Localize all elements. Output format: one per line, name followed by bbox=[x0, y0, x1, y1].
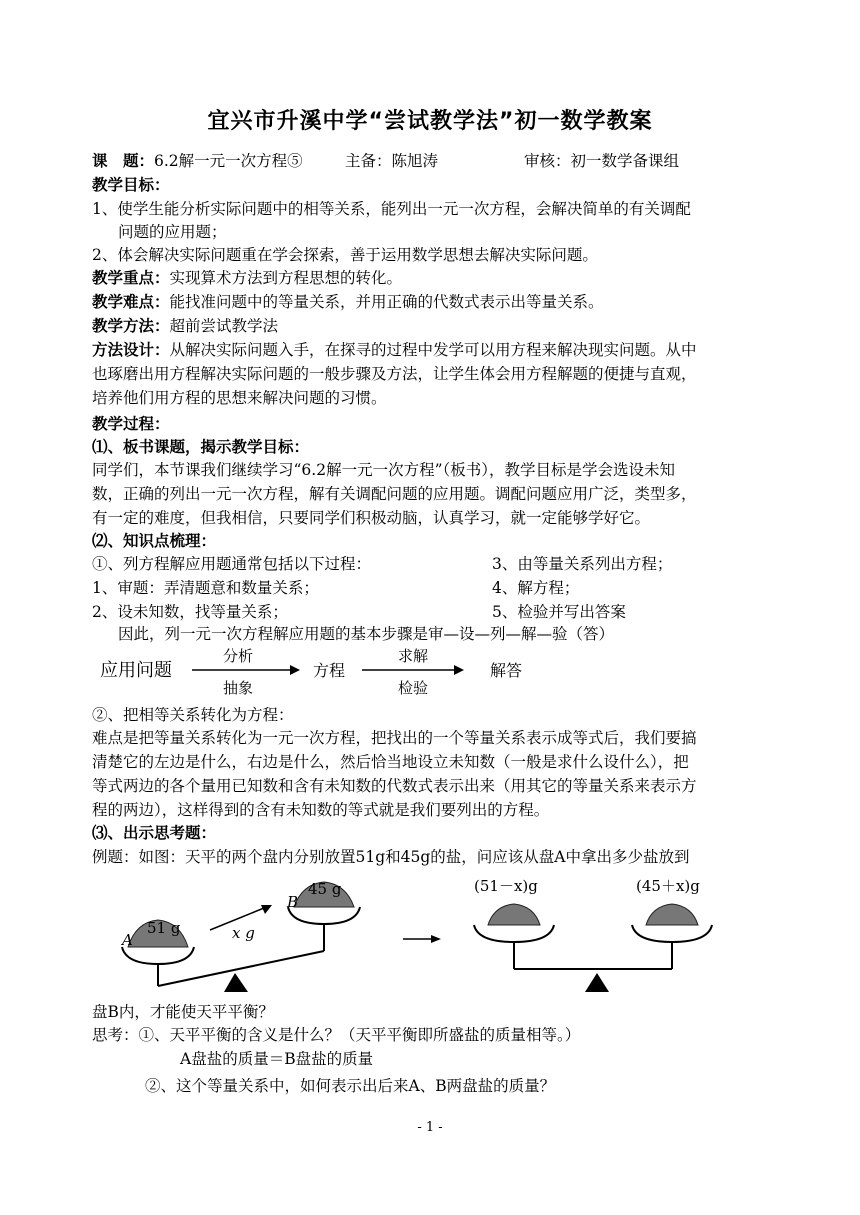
left-fulcrum bbox=[224, 973, 248, 992]
step-4: 4、解方程； bbox=[492, 579, 580, 597]
think-1-answer: A盘盐的质量＝B盘盐的质量 bbox=[180, 1050, 374, 1068]
flow-arrow-2-head bbox=[454, 665, 464, 675]
topic: 6.2解一元一次方程⑤ bbox=[154, 152, 303, 170]
right-fulcrum bbox=[585, 973, 609, 992]
think-1: 思考：①、天平平衡的含义是什么？（天平平衡即所盛盐的质量相等。） bbox=[92, 1026, 581, 1044]
flow-problem: 应用问题 bbox=[100, 660, 172, 681]
method-text: 超前尝试教学法 bbox=[169, 317, 279, 335]
step-3: 3、由等量关系列出方程； bbox=[492, 555, 673, 573]
difficulty-label: 教学难点： bbox=[92, 293, 170, 311]
step-1: 1、审题：弄清题意和数量关系； bbox=[92, 579, 319, 597]
goal-1: 1、使学生能分析实际问题中的相等关系，能列出一元一次方程，会解决简单的有关调配 bbox=[92, 200, 691, 218]
flow-answer: 解答 bbox=[490, 661, 523, 680]
flow-abstract: 抽象 bbox=[223, 679, 254, 697]
transfer-label: x g bbox=[232, 924, 255, 942]
right-balance bbox=[474, 877, 712, 992]
right-right-weight: (45＋x)g bbox=[636, 877, 700, 895]
pan-a bbox=[122, 947, 194, 964]
flow-arrow-1-head bbox=[290, 665, 300, 675]
knowledge-2-p1: 难点是把等量关系转化为一元一次方程，把找出的一个等量关系表示成等式后，我们要搞 bbox=[92, 729, 697, 747]
design-text-3: 培养他们用方程的思想来解决问题的习惯。 bbox=[92, 389, 387, 407]
page-number: - 1 - bbox=[417, 1120, 443, 1135]
step-2: 2、设未知数，找等量关系； bbox=[92, 603, 288, 621]
design-row bbox=[92, 339, 697, 362]
knowledge-2-p4: 程的两边），这样得到的含有未知数的等式就是我们要列出的方程。 bbox=[92, 801, 550, 819]
method-label: 教学方法： bbox=[92, 317, 170, 335]
steps-summary: 因此，列一元一次方程解应用题的基本步骤是审—设—列—解—验（答） bbox=[118, 625, 615, 643]
left-a-weight: 51 g bbox=[147, 919, 181, 937]
transition-arrow-head bbox=[431, 935, 441, 943]
flow-diagram bbox=[92, 645, 552, 705]
step-5: 5、检验并写出答案 bbox=[492, 603, 626, 621]
example-end: 盘B内，才能使天平平衡？ bbox=[92, 1003, 274, 1021]
topic-label: 课 题： bbox=[92, 152, 155, 170]
flow-equation: 方程 bbox=[313, 661, 346, 680]
goals-label: 教学目标： bbox=[92, 176, 170, 194]
knowledge-2: ②、把相等关系转化为方程： bbox=[92, 706, 294, 724]
flow-check: 检验 bbox=[398, 679, 429, 697]
salt-pile-left bbox=[488, 904, 540, 925]
knowledge-2-p2: 清楚它的左边是什么，右边是什么，然后恰当地设立未知数（一般是求什么设什么），把 bbox=[92, 753, 689, 771]
difficulty-text: 能找准问题中的等量关系，并用正确的代数式表示出等量关系。 bbox=[169, 293, 604, 311]
label-b: B bbox=[287, 893, 299, 911]
knowledge-2-p3: 等式两边的各个量用已知数和含有未知数的代数式表示出来（用其它的等量关系来表示方 bbox=[92, 777, 697, 795]
section-1-p3: 有一定的难度，但我相信，只要同学们积极动脑，认真学习，就一定能够学好它。 bbox=[92, 509, 651, 527]
lesson-header bbox=[92, 150, 680, 173]
left-balance bbox=[120, 880, 360, 992]
section-3-title: ⑶、出示思考题： bbox=[92, 824, 217, 842]
flow-solve: 求解 bbox=[398, 647, 429, 665]
goal-1-cont: 问题的应用题； bbox=[118, 223, 227, 241]
section-2-title: ⑵、知识点梳理： bbox=[92, 532, 217, 550]
focus-row bbox=[92, 267, 402, 290]
difficulty-row bbox=[92, 291, 604, 314]
process-label: 教学过程： bbox=[92, 415, 170, 433]
author: 主备：陈旭涛 bbox=[345, 152, 439, 170]
pan-right bbox=[632, 925, 712, 942]
example-text: 例题：如图：天平的两个盘内分别放置51g和45g的盐，问应该从盘A中拿出多少盐放到 bbox=[92, 848, 690, 866]
review: 审核：初一数学备课组 bbox=[524, 152, 680, 170]
left-beam bbox=[158, 951, 324, 986]
pan-left bbox=[474, 925, 554, 942]
pan-b bbox=[288, 907, 360, 924]
page-title: 宜兴市升溪中学“尝试教学法”初一数学教案 bbox=[207, 109, 653, 134]
label-a: A bbox=[122, 931, 133, 949]
right-left-weight: (51－x)g bbox=[474, 877, 538, 895]
design-text-2: 也琢磨出用方程解决实际问题的一般步骤及方法，让学生体会用方程解题的便捷与直观， bbox=[92, 365, 697, 383]
transfer-arrow-head bbox=[261, 905, 272, 914]
left-b-weight: 45 g bbox=[308, 880, 342, 898]
goal-2: 2、体会解决实际问题重在学会探索，善于运用数学思想去解决实际问题。 bbox=[92, 246, 598, 264]
focus-text: 实现算术方法到方程思想的转化。 bbox=[169, 269, 403, 287]
salt-pile-right bbox=[646, 904, 698, 925]
balance-figure bbox=[92, 872, 752, 1000]
flow-analyze: 分析 bbox=[223, 647, 254, 665]
section-1-p1: 同学们，本节课我们继续学习“6.2解一元一次方程”（板书），教学目标是学会选设未知 bbox=[92, 461, 676, 479]
method-row bbox=[92, 315, 278, 338]
think-2: ②、这个等量关系中，如何表示出后来A、B两盘盐的质量？ bbox=[145, 1077, 556, 1095]
focus-label: 教学重点： bbox=[92, 269, 170, 287]
design-label: 方法设计： bbox=[92, 341, 170, 359]
section-1-p2: 数，正确的列出一元一次方程，解有关调配问题的应用题。调配问题应用广泛，类型多， bbox=[92, 485, 697, 503]
knowledge-1: ①、列方程解应用题通常包括以下过程： bbox=[92, 555, 372, 573]
section-1-title: ⑴、板书课题，揭示教学目标： bbox=[92, 438, 310, 456]
design-text-1: 从解决实际问题入手，在探寻的过程中发学可以用方程来解决现实问题。从中 bbox=[169, 341, 697, 359]
